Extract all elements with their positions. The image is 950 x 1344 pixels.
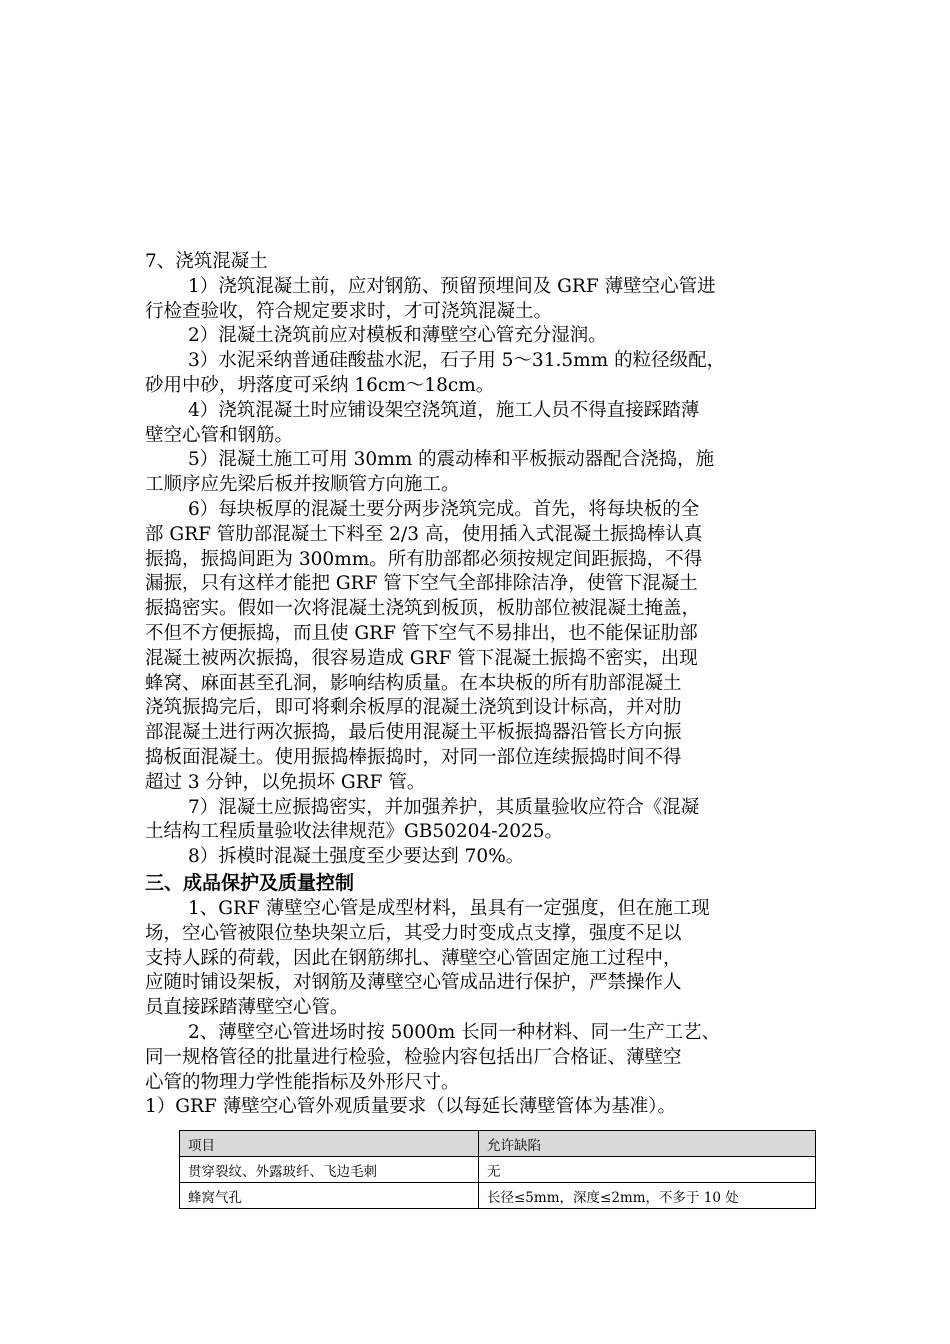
table-cell-allowed-defect: 长径≤5mm，深度≤2mm，不多于 10 处 — [479, 1183, 816, 1209]
table-header-item: 项目 — [180, 1131, 479, 1157]
table-cell-allowed-defect: 无 — [479, 1157, 816, 1183]
s7-p6-line4: 漏振，只有这样才能把 GRF 管下空气全部排除洁净，使管下混凝土 — [145, 573, 698, 595]
s7-p6-line6: 不但不方便振捣，而且使 GRF 管下空气不易排出，也不能保证肋部 — [145, 622, 698, 644]
s3-p2-line1: 2、薄壁空心管进场时按 5000m 长同一种材料、同一生产工艺、 — [188, 1021, 721, 1043]
s3-p1-line5: 员直接踩踏薄壁空心管。 — [145, 997, 349, 1019]
table-row — [180, 1157, 816, 1183]
section-7-title: 7、浇筑混凝土 — [145, 251, 268, 272]
document-body — [145, 250, 825, 1120]
s3-p1-line1: 1、GRF 薄壁空心管是成型材料，虽具有一定强度，但在施工现 — [188, 897, 710, 919]
s3-p2-line2: 同一规格管径的批量进行检验，检验内容包括出厂合格证、薄壁空 — [145, 1046, 682, 1068]
s7-p4-line2: 壁空心管和钢筋。 — [145, 424, 294, 446]
s7-p6-line9: 浇筑振捣完后，即可将剩余板厚的混凝土浇筑到设计标高，并对肋 — [145, 697, 682, 719]
s7-p6-line12: 超过 3 分钟，以免损坏 GRF 管。 — [145, 771, 426, 793]
s7-p6-line11: 捣板面混凝土。使用振捣棒振捣时，对同一部位连续振捣时间不得 — [145, 746, 682, 768]
s7-p2-line1: 2）混凝土浇筑前应对模板和薄壁空心管充分湿润。 — [188, 325, 607, 347]
s7-p5-line1: 5）混凝土施工可用 30mm 的震动棒和平板振动器配合浇捣，施 — [188, 449, 715, 471]
s7-p6-line8: 蜂窝、麻面甚至孔洞，影响结构质量。在本块板的所有肋部混凝土 — [145, 672, 682, 694]
s3-p1-line4: 应随时铺设架板，对钢筋及薄壁空心管成品进行保护，严禁操作人 — [145, 972, 682, 994]
s7-p7-line1: 7）混凝土应振捣密实，并加强养护，其质量验收应符合《混凝 — [188, 796, 700, 818]
table-header-allowed-defect: 允许缺陷 — [479, 1131, 816, 1157]
s3-p1-line2: 场，空心管被限位垫块架立后，其受力时变成点支撑，强度不足以 — [145, 922, 682, 944]
s3-p1-line3: 支持人踩的荷载，因此在钢筋绑扎、薄壁空心管固定施工过程中， — [145, 947, 682, 969]
s7-p5-line2: 工顺序应先梁后板并按顺管方向施工。 — [145, 474, 460, 496]
s7-p6-line1: 6）每块板厚的混凝土要分两步浇筑完成。首先，将每块板的全 — [188, 498, 700, 520]
s7-p8-line1: 8）拆模时混凝土强度至少要达到 70%。 — [188, 846, 525, 868]
s7-p7-line2: 土结构工程质量验收法律规范》GB50204-2025。 — [145, 821, 564, 843]
s7-p4-line1: 4）浇筑混凝土时应铺设架空浇筑道，施工人员不得直接踩踏薄 — [188, 399, 700, 421]
s7-p1-line1: 1）浇筑混凝土前，应对钢筋、预留预埋间及 GRF 薄壁空心管进 — [188, 275, 716, 297]
section-3-heading: 三、成品保护及质量控制 — [145, 871, 355, 894]
table-cell-item: 贯穿裂纹、外露玻纤、飞边毛刺 — [180, 1157, 479, 1183]
table-header-row — [180, 1131, 816, 1157]
s7-p3-line2: 砂用中砂，坍落度可采纳 16cm～18cm。 — [145, 374, 495, 396]
s7-p3-line1: 3）水泥采纳普通硅酸盐水泥，石子用 5～31.5mm 的粒径级配， — [188, 350, 726, 372]
table-caption: 1）GRF 薄壁空心管外观质量要求（以每延长薄壁管体为基准）。 — [145, 1096, 676, 1118]
s7-p6-line5: 振捣密实。假如一次将混凝土浇筑到板顶，板肋部位被混凝土掩盖， — [145, 598, 701, 620]
s7-p6-line3: 振捣，振捣间距为 300mm。所有肋部都必须按规定间距振捣，不得 — [145, 548, 703, 570]
s7-p6-line7: 混凝土被两次振捣，很容易造成 GRF 管下混凝土振捣不密实，出现 — [145, 647, 698, 669]
s7-p1-line2: 行检查验收，符合规定要求时，才可浇筑混凝土。 — [145, 300, 553, 322]
s7-p6-line10: 部混凝土进行两次振捣，最后使用混凝土平板振捣器沿管长方向振 — [145, 722, 682, 744]
s7-p6-line2: 部 GRF 管肋部混凝土下料至 2/3 高，使用插入式混凝土振捣棒认真 — [145, 523, 703, 545]
s3-p2-line3: 心管的物理力学性能指标及外形尺寸。 — [145, 1071, 460, 1093]
quality-requirements-table — [179, 1130, 816, 1209]
table-cell-item: 蜂窝气孔 — [180, 1183, 479, 1209]
table-row — [180, 1183, 816, 1209]
